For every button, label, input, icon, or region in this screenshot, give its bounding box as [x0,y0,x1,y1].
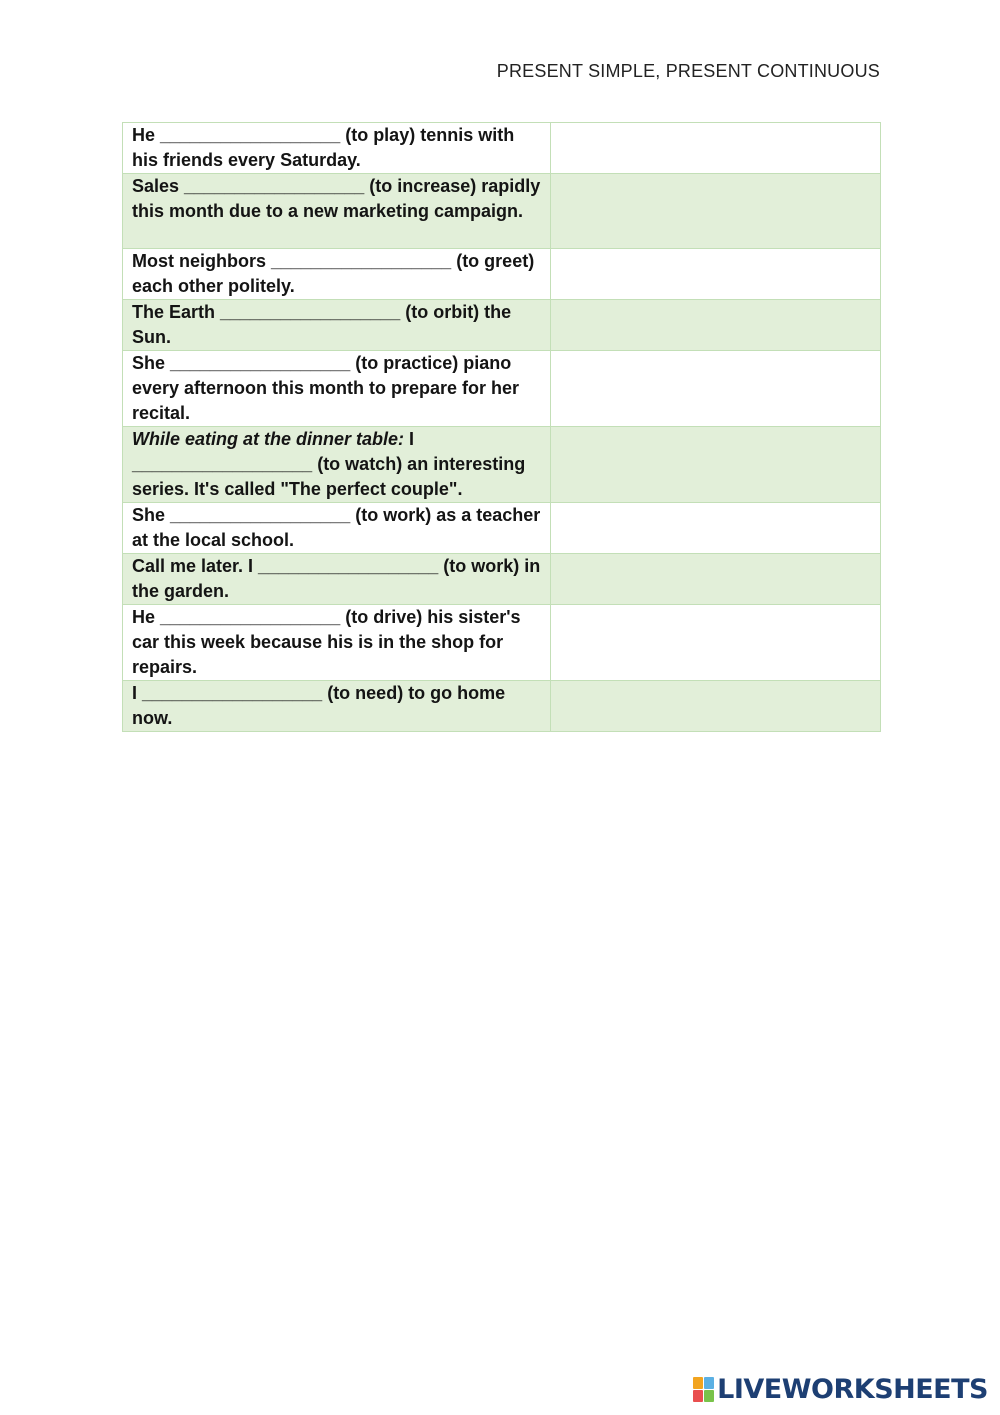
exercise-sentence: Call me later. I __________________ (to work) in the garden. [123,554,551,605]
exercise-sentence: She __________________ (to practice) piano every afternoon this month to prepare for her recital. [123,351,551,427]
answer-cell[interactable] [551,503,881,554]
answer-cell[interactable] [551,123,881,174]
table-row [123,605,881,681]
exercise-sentence: The Earth __________________ (to orbit) the Sun. [123,300,551,351]
logo-tile [704,1377,714,1389]
logo-tile [704,1390,714,1402]
page-title: PRESENT SIMPLE, PRESENT CONTINUOUS [496,61,880,81]
table-row [123,351,881,427]
exercise-sentence: Most neighbors __________________ (to greet) each other politely. [123,249,551,300]
answer-cell[interactable] [551,554,881,605]
exercise-sentence: She __________________ (to work) as a teacher at the local school. [123,503,551,554]
table-row [123,554,881,605]
answer-cell[interactable] [551,174,881,249]
logo-tile [693,1377,703,1389]
exercise-sentence: I __________________ (to watch) an interesting series. It's called "The perfect couple". [132,429,526,499]
answer-cell[interactable] [551,300,881,351]
answer-cell[interactable] [551,681,881,732]
answer-cell[interactable] [551,605,881,681]
exercise-table [122,122,881,732]
exercise-sentence: I __________________ (to need) to go home now. [123,681,551,732]
table-row [123,427,881,503]
logo-tile [693,1390,703,1402]
exercise-sentence: He __________________ (to drive) his sister's car this week because his is in the shop for repairs. [123,605,551,681]
exercise-sentence: He __________________ (to play) tennis with his friends every Saturday. [123,123,551,174]
logo-text: LIVEWORKSHEETS [717,1374,988,1405]
exercise-sentence-cell [123,427,551,503]
table-row [123,249,881,300]
table-row [123,681,881,732]
liveworksheets-logo [693,1374,988,1405]
table-row [123,174,881,249]
table-row [123,300,881,351]
table-row [123,123,881,174]
answer-cell[interactable] [551,351,881,427]
answer-cell[interactable] [551,249,881,300]
exercise-context: While eating at the dinner table: [132,429,405,449]
liveworksheets-logo-icon [693,1377,714,1402]
exercise-sentence: Sales __________________ (to increase) rapidly this month due to a new marketing campaign. [123,174,551,249]
answer-cell[interactable] [551,427,881,503]
table-row [123,503,881,554]
